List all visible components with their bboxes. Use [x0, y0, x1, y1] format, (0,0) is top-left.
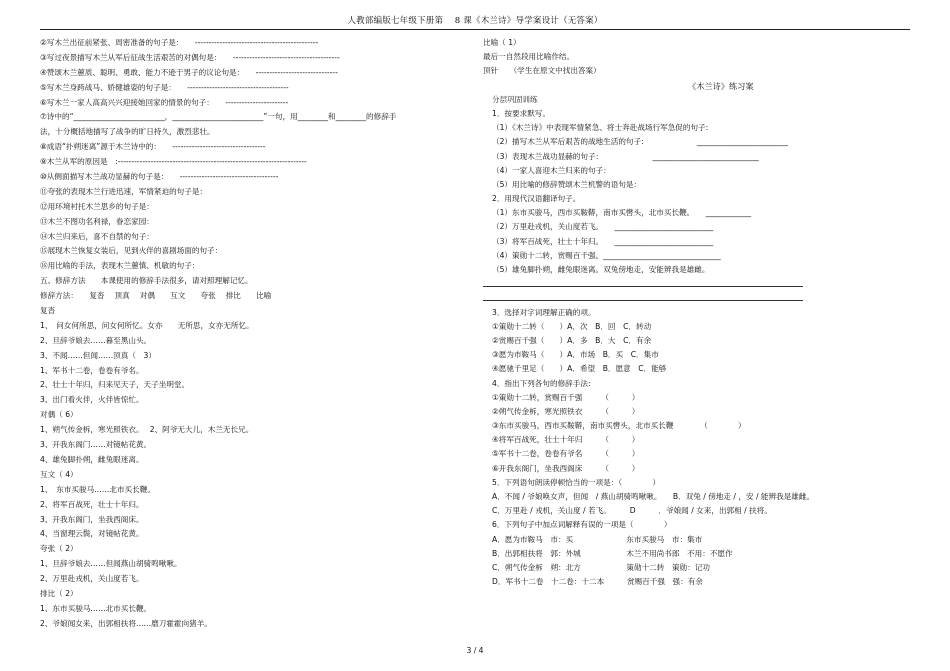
question-item: （1）《木兰诗》中表现军情紧急、将士奔赴战场行军急促的句子: [492, 123, 709, 133]
text-line: 1、 问女何所思，问女何所忆。女亦 无所思，女亦无所忆。 [40, 320, 254, 330]
text-line: ②写木兰出征前紧张、周密准备的句子是： --------------------------------------------- [40, 38, 319, 47]
text-line: 1、旦辞爷娘去……但闻燕山胡骑鸣啾啾。 [40, 559, 182, 569]
text-line: 2、壮士十年归，归来见天子，天子坐明堂。 [40, 380, 190, 390]
option-line: D．军书十二卷 十二卷：十二本 赏赐百千强 强：有余 [492, 577, 703, 587]
question-item: ⑤军书十二卷，卷卷有爷名 （ ） [492, 449, 640, 459]
text-line: ⑫用环境衬托木兰思乡的句子是： [40, 201, 154, 211]
question-heading: 5．下列语句朗读停顿恰当的一项是：（ ） [492, 477, 661, 487]
text-line: 分层巩固训练 [492, 94, 538, 104]
page-number: 3 / 4 [466, 646, 484, 655]
question-item: （2）描写木兰从军后艰苦的战地生活的句子: ________________________ [492, 137, 788, 147]
text-line: 1、军书十二卷，卷卷有爷名。 [40, 365, 144, 375]
page-header: 人教部编版七年级下册第 8 课《木兰诗》导学案设计（无答案） [347, 16, 603, 26]
text-line: 1、东市买骏马……北市买长鞭。 [40, 603, 152, 613]
section-heading: 排比（ 2） [40, 588, 78, 598]
text-line: ⑭木兰归来后，喜不自禁的句子： [40, 231, 154, 241]
text-line: ⑨木兰从军的原因是 :--------------------------------------------------------------------- [40, 157, 307, 167]
text-line: 2、万里赴戎机，关山度若飞。 [40, 574, 144, 584]
text-line: ⑤写木兰身跨战马、娇健雄姿的句子是： ------------------------------------- [40, 82, 289, 92]
text-line: ⑬木兰不图功名利禄，眷恋家园： [40, 216, 154, 226]
option-line: B．出郭相扶将 郭：外城 木兰不用尚书郎 不用：不愿作 [492, 548, 733, 558]
question-item: ①策勋十二转（ ）A．次 B．回 C．转动 [492, 321, 652, 331]
text-line: 1、朔气传金柝，寒光照铁衣。 2、阿爷无大儿，木兰无长兄。 [40, 425, 254, 435]
text-line: 2、旦辞爷娘去……暮至黑山头。 [40, 335, 152, 345]
text-line: ⑧成语“扑朔迷离”源于木兰诗中的： ---------------------------------- [40, 142, 266, 152]
question-item: （2）万里赴戎机，关山度若飞。 __________________________ [492, 222, 714, 232]
text-line: 3、出门看火伴，火伴皆惊忙。 [40, 395, 144, 405]
text-line: 法，十分概括地描写了战争的旷日持久，激烈悲壮。 [40, 127, 215, 137]
question-item: （3）将军百战死，壮士十年归。 __________________________ [492, 236, 714, 246]
text-line: ⑯用比喻的手法，表现木兰蕙慎、机敏的句子： [40, 261, 200, 271]
option-line: A．不闻 / 爷娘唤女声，但闻 / 燕山胡骑鸣啾啾。 B．双兔 / 傍地走 / ，安 / 能辨我是雄雌。 [492, 492, 815, 501]
question-item: （4）策勋十二转，赏赐百千强。_______________________________ [492, 250, 721, 260]
question-heading: 2．用现代汉语翻译句子。 [492, 194, 581, 204]
text-line: 4、雄兔脚扑朔，雌兔眼迷离。 [40, 454, 144, 464]
text-line: 3、开我东阁门，坐我西阁床。 [40, 514, 144, 524]
question-heading: 3．选择对字词理解正确的项。 [492, 307, 596, 317]
question-item: ③愿为市鞍马（ ）A．市场 B．买 C．集市 [492, 350, 659, 360]
right-column [483, 36, 913, 589]
section-heading: 复沓 [40, 306, 56, 316]
text-line: ⑩从侧面描写木兰战功显赫的句子是： ------------------------------------ [40, 172, 279, 182]
option-line: C．朔气传金柝 朔：北方 策勋十二转 策勋：记功 [492, 562, 710, 572]
text-line: 最后一自然段用比喻作结。 [483, 52, 575, 62]
option-line: A．愿为市鞍马 市：买 东市买骏马 市：集市 [492, 534, 703, 544]
text-line: 2、将军百战死，壮士十年归。 [40, 499, 144, 509]
question-item: （5）用比喻的修辞赞颂木兰机警的语句是： [492, 179, 642, 189]
text-line: 3、不闻……但闻……顶真（ 3） [40, 350, 156, 360]
text-line: 修辞方法： 复沓 顶真 对偶 互文 夸张 排比 比喻 [40, 291, 272, 301]
question-item: ④愿驰千里足（ ）A．希望 B．愿意 C．能够 [492, 364, 667, 374]
text-line: 2、爷娘闻女来，出郭相扶将……磨刀霍霍向猪羊。 [40, 618, 212, 628]
text-line: ④赞颂木兰蕙质、聪明、勇敢、能力不逊于男子的议论句是： ------------------------------ [40, 67, 338, 77]
text-line: ⑪夸张的表现木兰行进迅速，军情紧迫的句子是： [40, 186, 208, 196]
text-line: ⑦诗中的“________________________，________________________”一句，用________和________的修辞手 [40, 112, 397, 122]
question-heading: 4．指出下列各句的修辞手法: [492, 378, 591, 388]
exercise-title: 《木兰诗》练习案 [688, 80, 754, 91]
question-heading: 6．下列句子中加点词解释有误的一项是（ ） [492, 520, 672, 530]
question-item: （1）东市买骏马，西市买鞍鞯，南市买辔头，北市买长鞭。 ____________ [492, 208, 752, 218]
section-heading: 对偶（ 6） [40, 410, 78, 420]
text-line: 4、当窗理云鬓，对镜帖花黄。 [40, 529, 144, 539]
text-line: 比喻（ 1） [483, 38, 521, 47]
text-line: 3、开我东阁门……对镜帖花黄。 [40, 440, 152, 450]
text-line: ③写过夜景描写木兰从军后征战生活艰苦的对偶句是： --------------------------------------- [40, 52, 340, 62]
question-item: ④将军百战死，壮士十年归 （ ） [492, 435, 640, 445]
text-line: 1、 东市买骏马……北市买长鞭。 [40, 484, 155, 494]
question-item: （5）雄兔脚扑朔，雌兔眼迷离。双兔傍地走，安能辨我是雄雌。 [492, 265, 710, 274]
answer-line [483, 277, 913, 291]
question-item: ⑥开我东阁门，坐我西阁床 （ ） [492, 463, 640, 473]
text-line: ⑥写木兰一家人高高兴兴迎接她回家的情景的句子： ----------------------- [40, 97, 289, 107]
text-line: ⑮展现木兰恢复女装后，见到火伴的喜剧场面的句子： [40, 246, 223, 256]
question-item: ①策勋十二转，赏赐百千强 （ ） [492, 392, 640, 402]
question-item: ③东市买骏马，西市买鞍鞯，南市买辔头，北市买长鞭 （ ） [492, 421, 746, 431]
left-column [40, 36, 480, 632]
option-line: C．万里赴 / 戎机，关山度 / 若飞。 D ．爷娘闻 / 女来，出郭相 / 扶将。 [492, 506, 772, 516]
question-item: （4）一家人喜迎木兰归来的句子： [492, 165, 611, 175]
section-heading: 五、修辞方法 本课使用的修辞手法很多，请对照理解记忆。 [40, 276, 253, 286]
section-heading: 互文（ 4） [40, 469, 78, 479]
question-item: ②朔气传金柝，寒光照铁衣 （ ） [492, 406, 640, 416]
question-item: ②赏赐百千强（ ）A．多 B．大 C．有余 [492, 335, 652, 345]
header-divider [40, 29, 910, 30]
answer-line: ＿＿ [483, 291, 913, 305]
question-item: （3）表现木兰战功显赫的句子： ____________________________ [492, 151, 759, 161]
question-heading: 1．按要求默写。 [492, 108, 550, 118]
section-heading: 夸张（ 2） [40, 544, 78, 554]
text-line: 顶针 （学生在原文中找出答案） [483, 66, 601, 76]
